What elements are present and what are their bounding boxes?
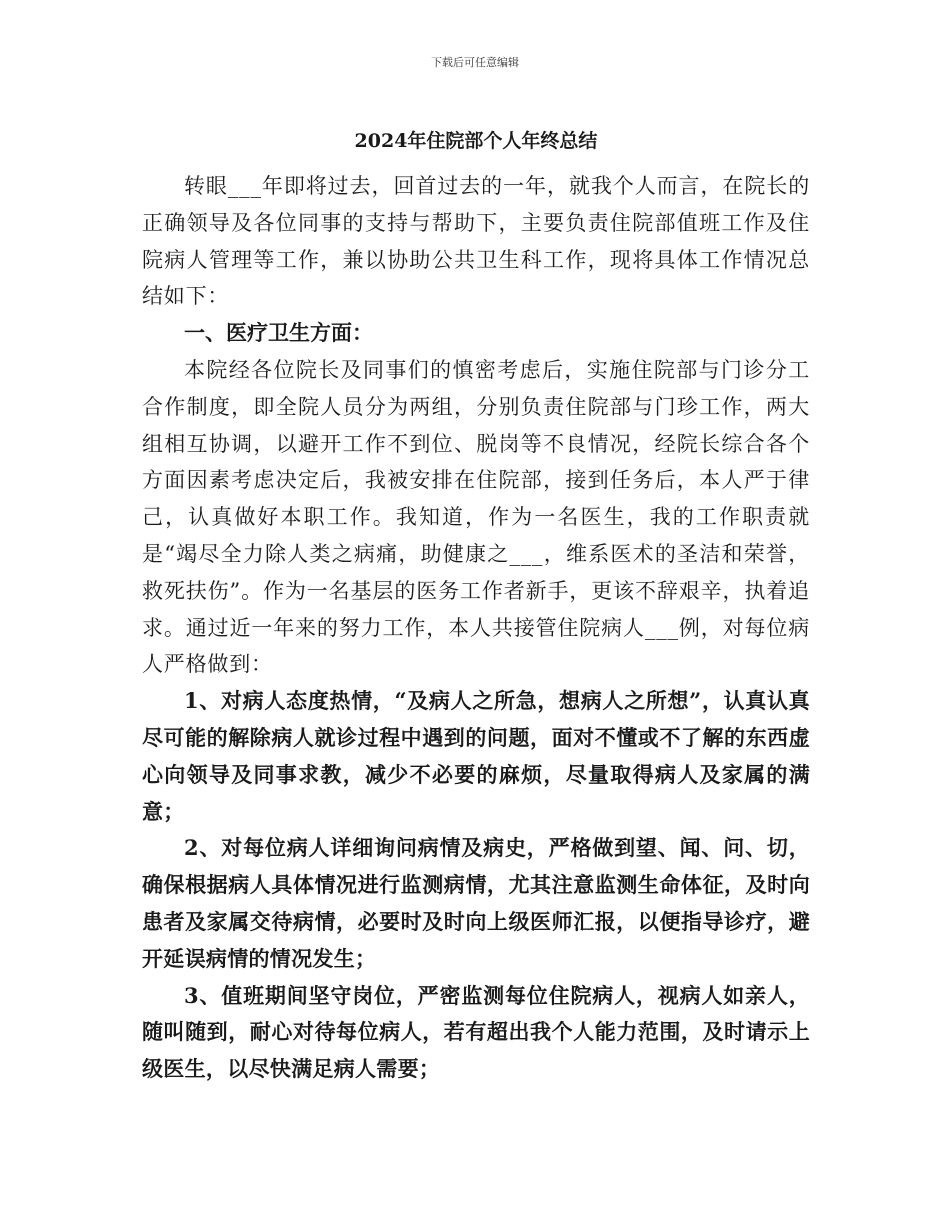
list-item-1: 1、对病人态度热情，“及病人之所急，想病人之所想”，认真认真尽可能的解除病人就诊过程中遇到的问题，面对不懂或不了解的东西虚心向领导及同事求教，减少不必要的麻烦，尽量取得病人及家属的满意； <box>142 688 810 824</box>
list-item-3: 3、值班期间坚守岗位，严密监测每位住院病人，视病人如亲人，随叫随到，耐心对待每位病人，若有超出我个人能力范围，及时请示上级医生，以尽快满足病人需要； <box>142 982 810 1082</box>
header-note: 下载后可任意编辑 <box>431 56 519 69</box>
document-title: 2024年住院部个人年终总结 <box>354 130 598 152</box>
list-item-2: 2、对每位病人详细询问病情及病史，严格做到望、闻、问、切，确保根据病人具体情况进行监测病情，尤其注意监测生命体征，及时向患者及家属交待病情，必要时及时向上级医师汇报，以便指导诊疗，避开延误病情的情况发生； <box>142 835 810 971</box>
intro-paragraph: 转眼___年即将过去，回首过去的一年，就我个人而言，在院长的正确领导及各位同事的支持与帮助下，主要负责住院部值班工作及住院病人管理等工作，兼以协助公共卫生科工作，现将具体工作情况总结如下： <box>142 174 810 309</box>
document-body <box>142 168 810 1088</box>
section-body-medical: 本院经各位院长及同事们的慎密考虑后，实施住院部与门诊分工合作制度，即全院人员分为两组，分别负责住院部与门珍工作，两大组相互协调，以避开工作不到位、脱岗等不良情况，经院长综合各个方面因素考虑决定后，我被安排在住院部，接到任务后，本人严于律己，认真做好本职工作。我知道，作为一名医生，我的工作职责就是“竭尽全力除人类之病痛，助健康之___，维系医术的圣洁和荣誉，救死扶伤”。作为一名基层的医务工作者新手，更该不辞艰辛，执着追求。通过近一年来的努力工作，本人共接管住院病人___例，对每位病人严格做到： <box>142 357 810 677</box>
section-heading-medical: 一、医疗卫生方面： <box>184 320 373 346</box>
